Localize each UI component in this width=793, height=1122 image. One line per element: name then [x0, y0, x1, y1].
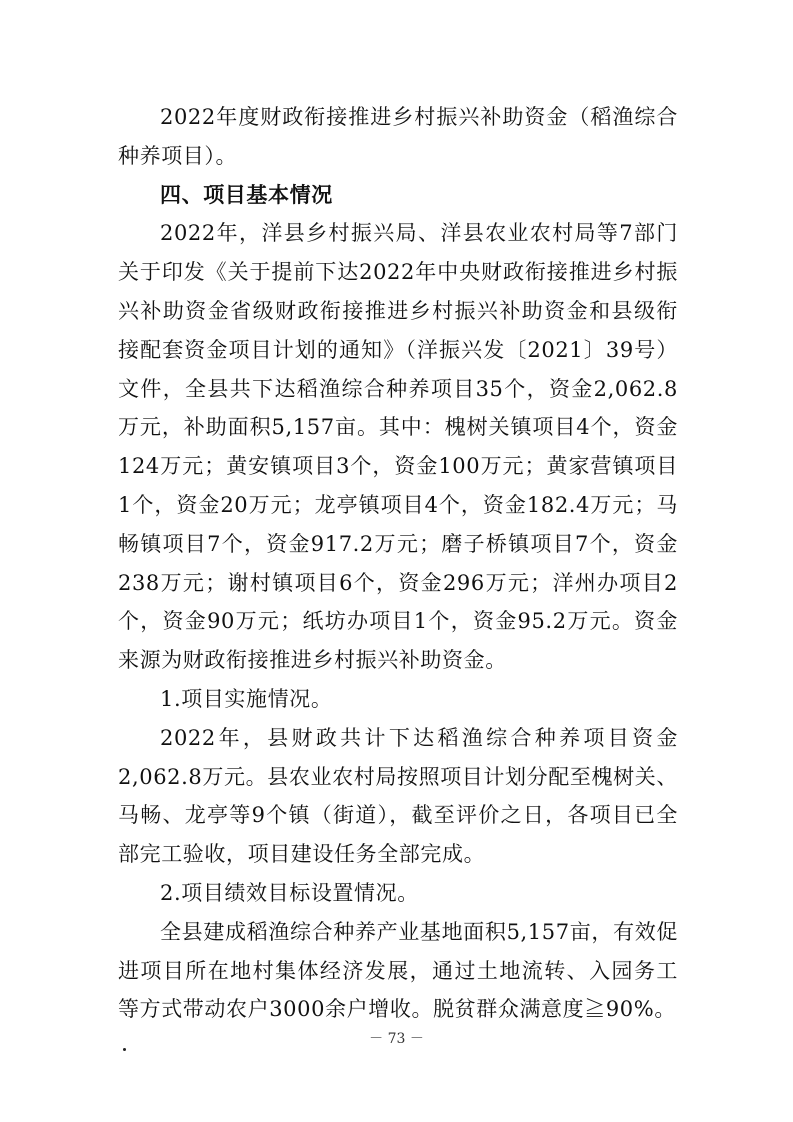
- paragraph-performance-targets: 全县建成稻渔综合种养产业基地面积5,157亩，有效促进项目所在地村集体经济发展，通过土地流转、入园务工等方式带动农户3000余户增收。脱贫群众满意度≧90%。: [118, 919, 678, 1022]
- document-body: [118, 98, 678, 1029]
- subheading-implementation: 1.项目实施情况。: [160, 686, 333, 711]
- page-number: － 73 －: [369, 1031, 424, 1047]
- subheading-performance-targets: 2.项目绩效目标设置情况。: [160, 880, 419, 905]
- paragraph-implementation-status: 2022年，县财政共计下达稻渔综合种养项目资金2,062.8万元。县农业农村局按照项目计划分配至槐树关、马畅、龙亭等9个镇（街道），截至评价之日，各项目已全部完工验收，项目建设任务全部完成。: [118, 725, 678, 867]
- paragraph-project-funding-details: 2022年，洋县乡村振兴局、洋县农业农村局等7部门关于印发《关于提前下达2022年中央财政衔接推进乡村振兴补助资金省级财政衔接推进乡村振兴补助资金和县级衔接配套资金项目计划的通知》（洋振兴发〔2021〕39号）文件，全县共下达稻渔综合种养项目35个，资金2,062.8万元，补助面积5,157亩。其中：槐树关镇项目4个，资金124万元；黄安镇项目3个，资金100万元；黄家营镇项目1个，资金20万元；龙亭镇项目4个，资金182.4万元；马畅镇项目7个，资金917.2万元；磨子桥镇项目7个，资金238万元；谢村镇项目6个，资金296万元；洋州办项目2个，资金90万元；纸坊办项目1个，资金95.2万元。资金来源为财政衔接推进乡村振兴补助资金。: [118, 221, 678, 673]
- section-heading-project-overview: 四、项目基本情况: [160, 182, 333, 207]
- scan-dot-mark: [123, 1048, 126, 1051]
- paragraph-fund-name: 2022年度财政衔接推进乡村振兴补助资金（稻渔综合种养项目）。: [118, 105, 678, 168]
